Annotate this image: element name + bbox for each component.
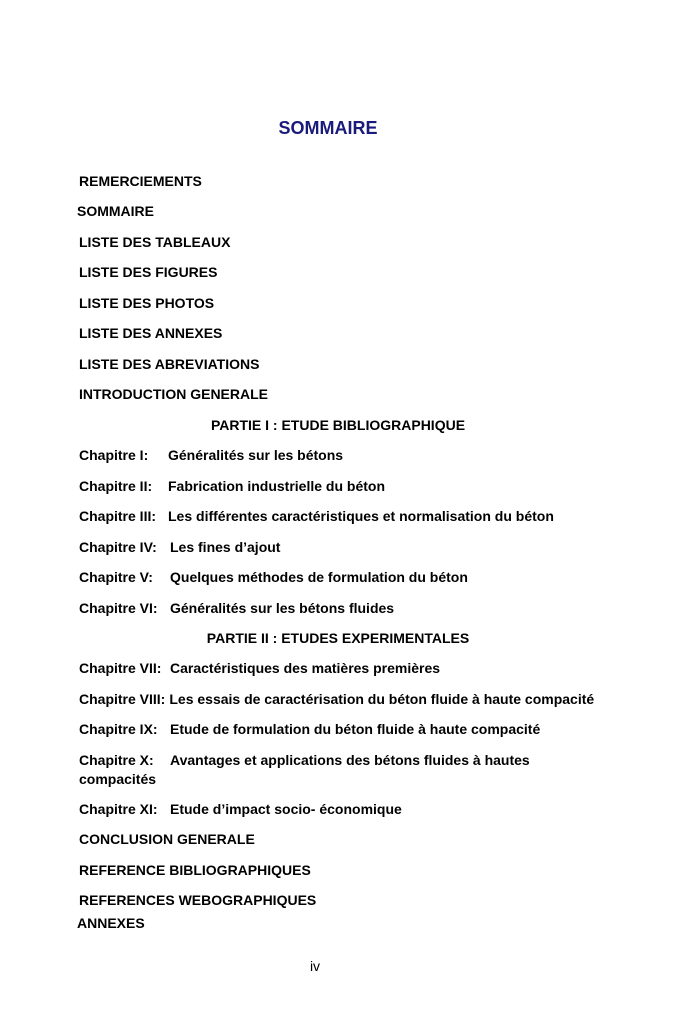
toc-entry-liste-abreviations: LISTE DES ABREVIATIONS [79,356,260,372]
chapter-title: Avantages et applications des bétons fluides à hautes [170,752,530,768]
toc-entry-references-bibliographiques: REFERENCE BIBLIOGRAPHIQUES [79,862,311,878]
toc-entry-conclusion: CONCLUSION GENERALE [79,831,255,847]
toc-entry-annexes: ANNEXES [77,915,145,931]
toc-entry-introduction: INTRODUCTION GENERALE [79,386,268,402]
chapter-title: Généralités sur les bétons [168,447,344,463]
toc-chapter [79,478,385,495]
toc-chapter [79,539,280,556]
page-number: iv [309,958,321,974]
toc-chapter [79,508,554,525]
part-heading-1: PARTIE I : ETUDE BIBLIOGRAPHIQUE [210,417,466,433]
part-heading-2: PARTIE II : ETUDES EXPERIMENTALES [206,630,470,646]
chapter-number: Chapitre VI: [79,600,158,616]
chapter-title: Généralités sur les bétons fluides [170,600,395,616]
chapter-title: Etude de formulation du béton fluide à haute compacité [170,721,541,737]
chapter-title: Quelques méthodes de formulation du béton [170,569,468,585]
chapter-number: Chapitre V: [79,569,153,585]
chapter-number: Chapitre X: [79,752,154,768]
toc-chapter [79,751,530,789]
chapter-number: Chapitre IV: [79,539,157,555]
toc-chapter [79,691,594,708]
chapter-number: Chapitre III: [79,508,157,524]
chapter-number: Chapitre VII: [79,660,162,676]
toc-chapter [79,569,468,586]
chapter-title: Etude d’impact socio- économique [170,801,402,817]
toc-entry-sommaire: SOMMAIRE [77,203,154,219]
page-title: SOMMAIRE [278,118,378,138]
chapter-title: Les différentes caractéristiques et normalisation du béton [168,508,554,524]
chapter-title: Les fines d’ajout [170,539,281,555]
toc-chapter [79,721,540,738]
toc-entry-remerciements: REMERCIEMENTS [79,173,202,189]
toc-chapter [79,600,394,617]
toc-entry-liste-annexes: LISTE DES ANNEXES [79,325,223,341]
toc-chapter [79,801,402,818]
chapter-title-continuation: compacités [79,771,157,787]
chapter-title: Les essais de caractérisation du béton fluide à haute compacité [169,691,595,707]
chapter-title: Caractéristiques des matières premières [170,660,441,676]
chapter-number: Chapitre I: [79,447,149,463]
chapter-title: Fabrication industrielle du béton [168,478,386,494]
toc-entry-liste-tableaux: LISTE DES TABLEAUX [79,234,231,250]
chapter-number: Chapitre XI: [79,801,158,817]
toc-entry-liste-figures: LISTE DES FIGURES [79,264,218,280]
chapter-number: Chapitre VIII: [79,691,166,707]
toc-entry-liste-photos: LISTE DES PHOTOS [79,295,215,311]
toc-entry-references-webographiques: REFERENCES WEBOGRAPHIQUES [79,892,317,908]
toc-chapter [79,447,343,464]
chapter-number: Chapitre II: [79,478,153,494]
toc-chapter [79,660,440,677]
chapter-number: Chapitre IX: [79,721,158,737]
